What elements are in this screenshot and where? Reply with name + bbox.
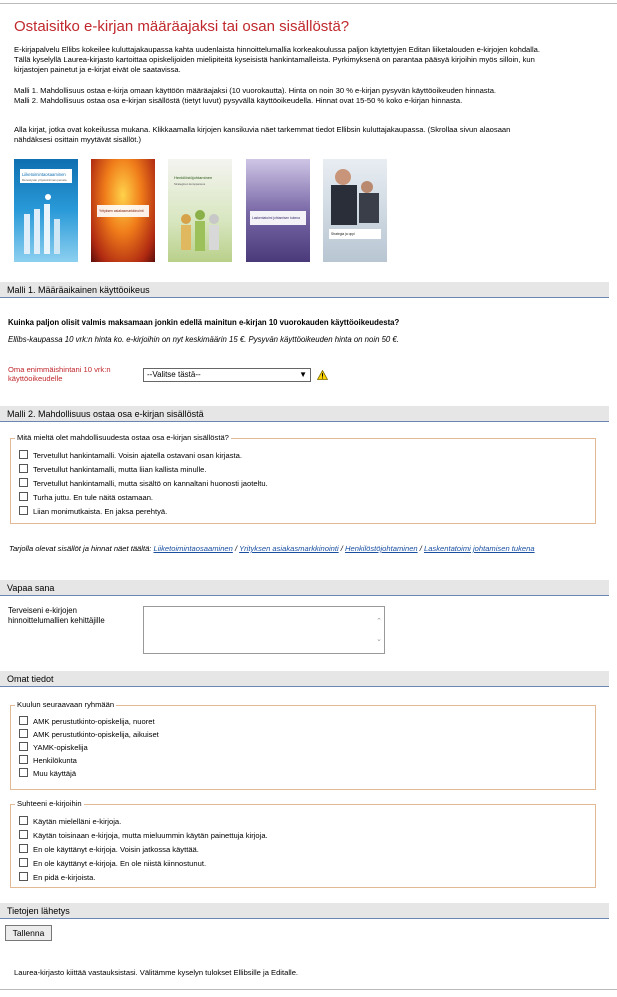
ebook-relation-fieldset: [10, 799, 596, 888]
book-title: Yrityksen asiakasmarkkinointi: [99, 209, 144, 213]
group-option[interactable]: Henkilökunta: [19, 755, 77, 765]
intro-paragraph-3: [14, 125, 604, 145]
book-cover-art: [323, 159, 387, 262]
footer-thanks: Laurea-kirjasto kiittää vastauksistasi. Välitämme kyselyn tulokset Ellibsille ja Editalle.: [14, 968, 299, 977]
relation-option[interactable]: Käytän mielelläni e-kirjoja.: [19, 816, 121, 826]
group-option[interactable]: Muu käyttäjä: [19, 768, 76, 778]
checkbox[interactable]: [19, 858, 28, 867]
book-subtitle: Strateginen kumppanuus: [174, 182, 206, 186]
intro-line: E-kirjapalvelu Ellibs kokeilee kuluttajakaupassa kahta uudenlaista hinnoittelumallia korkeakoulussa paljon käytettyjen Editan liiketalouden e-kirjojen kohdalla.: [14, 45, 540, 54]
checkbox[interactable]: [19, 844, 28, 853]
opinion-option[interactable]: Turha juttu. En tule näitä ostamaan.: [19, 492, 153, 502]
select-value: --Valitse tästä--: [147, 370, 201, 379]
book-cover-2[interactable]: [91, 159, 155, 262]
relation-option[interactable]: En pidä e-kirjoista.: [19, 872, 95, 882]
opinion-option[interactable]: Tervetullut hankintamalli, mutta sisältö on kannaltani huonosti jaoteltu.: [19, 478, 268, 488]
intro-line: Malli 2. Mahdollisuus ostaa osa e-kirjan sisällöstä (tietyt luvut) pysyvällä käyttöoikeudella. Hinnat ovat 15-50 % koko e-kirjan hinnasta.: [14, 96, 463, 105]
book-cover-3[interactable]: [168, 159, 232, 262]
link-henkilostojohtaminen[interactable]: Henkilöstöjohtaminen: [345, 544, 418, 553]
scroll-up-icon[interactable]: ⌃: [376, 618, 382, 625]
intro-line: kirjastojen painetut ja e-kirjat eivät ole saatavissa.: [14, 65, 181, 74]
checkbox[interactable]: [19, 492, 28, 501]
section-header-model-2: Malli 2. Mahdollisuus ostaa osa e-kirjan sisällöstä: [0, 406, 609, 422]
book-title: Liiketoimintaosaaminen: [22, 172, 66, 177]
section-header-own-info: Omat tiedot: [0, 671, 609, 687]
max-price-label: Oma enimmäishintani 10 vrk:n käyttöoikeudelle: [8, 365, 111, 383]
checkbox[interactable]: [19, 768, 28, 777]
book-cover-5[interactable]: [323, 159, 387, 262]
intro-line: Tällä kyselyllä Laurea-kirjasto kartoittaa opiskelijoiden mielipiteitä kyseisistä hankintamalleista. Pyrkimyksenä on parantaa pääsyä kirjoihin myös silloin, kun: [14, 55, 535, 64]
group-legend: Kuulun seuraavaan ryhmään: [17, 700, 115, 709]
checkbox[interactable]: [19, 478, 28, 487]
group-option[interactable]: AMK perustutkinto-opiskelija, aikuiset: [19, 729, 159, 739]
bottom-rule: [0, 989, 617, 990]
section-header-model-1: Malli 1. Määräaikainen käyttöoikeus: [0, 282, 609, 298]
section-header-submit: Tietojen lähetys: [0, 903, 609, 919]
checkbox[interactable]: [19, 450, 28, 459]
opinion-option[interactable]: Tervetullut hankintamalli, mutta liian kallista minulle.: [19, 464, 206, 474]
save-button[interactable]: Tallenna: [5, 925, 52, 941]
scroll-down-icon[interactable]: ⌄: [376, 636, 382, 643]
intro-paragraph-2: [14, 86, 604, 106]
checkbox[interactable]: [19, 830, 28, 839]
relation-option[interactable]: En ole käyttänyt e-kirjoja. En ole niistä kiinnostunut.: [19, 858, 206, 868]
top-rule: [0, 3, 617, 4]
relation-option[interactable]: En ole käyttänyt e-kirjoja. Voisin jatkossa käyttää.: [19, 844, 199, 854]
checkbox[interactable]: [19, 816, 28, 825]
book-cover-art: [246, 159, 310, 262]
section-header-free-text: Vapaa sana: [0, 580, 609, 596]
book-cover-art: [168, 159, 232, 262]
group-option[interactable]: AMK perustutkinto-opiskelija, nuoret: [19, 716, 155, 726]
group-fieldset: [10, 700, 596, 790]
free-text-label: Terveiseni e-kirjojen hinnoittelumallien kehittäjille: [8, 606, 105, 625]
opinion-fieldset: [10, 433, 596, 524]
checkbox[interactable]: [19, 464, 28, 473]
opinion-legend: Mitä mieltä olet mahdollisuudesta ostaa osa e-kirjan sisällöstä?: [17, 433, 229, 442]
intro-paragraph-1: [14, 45, 604, 75]
question-price: Kuinka paljon olisit valmis maksamaan jonkin edellä mainitun e-kirjan 10 vuorokauden käyttöoikeudesta?: [8, 318, 400, 327]
checkbox[interactable]: [19, 729, 28, 738]
checkbox[interactable]: [19, 716, 28, 725]
link-asiakasmarkkinointi[interactable]: Yrityksen asiakasmarkkinointi: [239, 544, 339, 553]
book-cover-1[interactable]: [14, 159, 78, 262]
relation-option[interactable]: Käytän toisinaan e-kirjoja, mutta mieluummin käytän painettuja kirjoja.: [19, 830, 268, 840]
warning-icon: [317, 370, 328, 382]
opinion-option[interactable]: Tervetullut hankintamalli. Voisin ajatella ostavani osan kirjasta.: [19, 450, 242, 460]
price-note: Ellibs-kaupassa 10 vrk:n hinta ko. e-kirjoihin on nyt keskimäärin 15 €. Pysyvän käyttöoikeuden hinta on noin 50 €.: [8, 335, 399, 344]
checkbox[interactable]: [19, 506, 28, 515]
checkbox[interactable]: [19, 872, 28, 881]
intro-line: nähdäksesi osittain myytävät sisällöt.): [14, 135, 142, 144]
relation-legend: Suhteeni e-kirjoihin: [17, 799, 82, 808]
book-title: Strategia ja oppi: [331, 232, 355, 236]
opinion-option[interactable]: Liian monimutkaista. En jaksa perehtyä.: [19, 506, 167, 516]
checkbox[interactable]: [19, 742, 28, 751]
chevron-down-icon: ▼: [299, 370, 307, 379]
book-title: Laskentatoimi johtamisen tukena: [252, 216, 301, 220]
intro-line: Alla kirjat, jotka ovat kokeilussa mukana. Klikkaamalla kirjojen kansikuvia näet tarkemmat tiedot Ellibsin kuluttajakaupassa. (Skrollaa sivun alaosaan: [14, 125, 511, 134]
page-title: Ostaisitko e-kirjan määräajaksi tai osan sisällöstä?: [14, 18, 350, 35]
intro-line: Malli 1. Mahdollisuus ostaa e-kirja omaan käyttöön määräajaksi (10 vuorokautta). Hinta on noin 30 % e-kirjan pysyvän käyttöoikeuden hinnasta.: [14, 86, 497, 95]
book-subtitle: Menestyvän yritystoiminnan perusta: [22, 178, 67, 182]
content-links: Tarjolla olevat sisällöt ja hinnat näet täältä: Liiketoimintaosaaminen / Yrityksen asiakasmarkkinointi / Henkilöstöjohtaminen / Laskentatoimi johtamisen tukena: [9, 544, 535, 553]
checkbox[interactable]: [19, 755, 28, 764]
book-cover-art: [14, 159, 78, 262]
max-price-select[interactable]: [143, 368, 311, 382]
link-laskentatoimi[interactable]: Laskentatoimi johtamisen tukena: [423, 544, 535, 553]
book-cover-art: [91, 159, 155, 262]
group-option[interactable]: YAMK-opiskelija: [19, 742, 88, 752]
book-cover-4[interactable]: [246, 159, 310, 262]
free-text-input[interactable]: [143, 606, 385, 654]
link-liiketoimintaosaaminen[interactable]: Liiketoimintaosaaminen: [153, 544, 233, 553]
book-title: Henkilöstöjohtaminen: [174, 175, 213, 180]
